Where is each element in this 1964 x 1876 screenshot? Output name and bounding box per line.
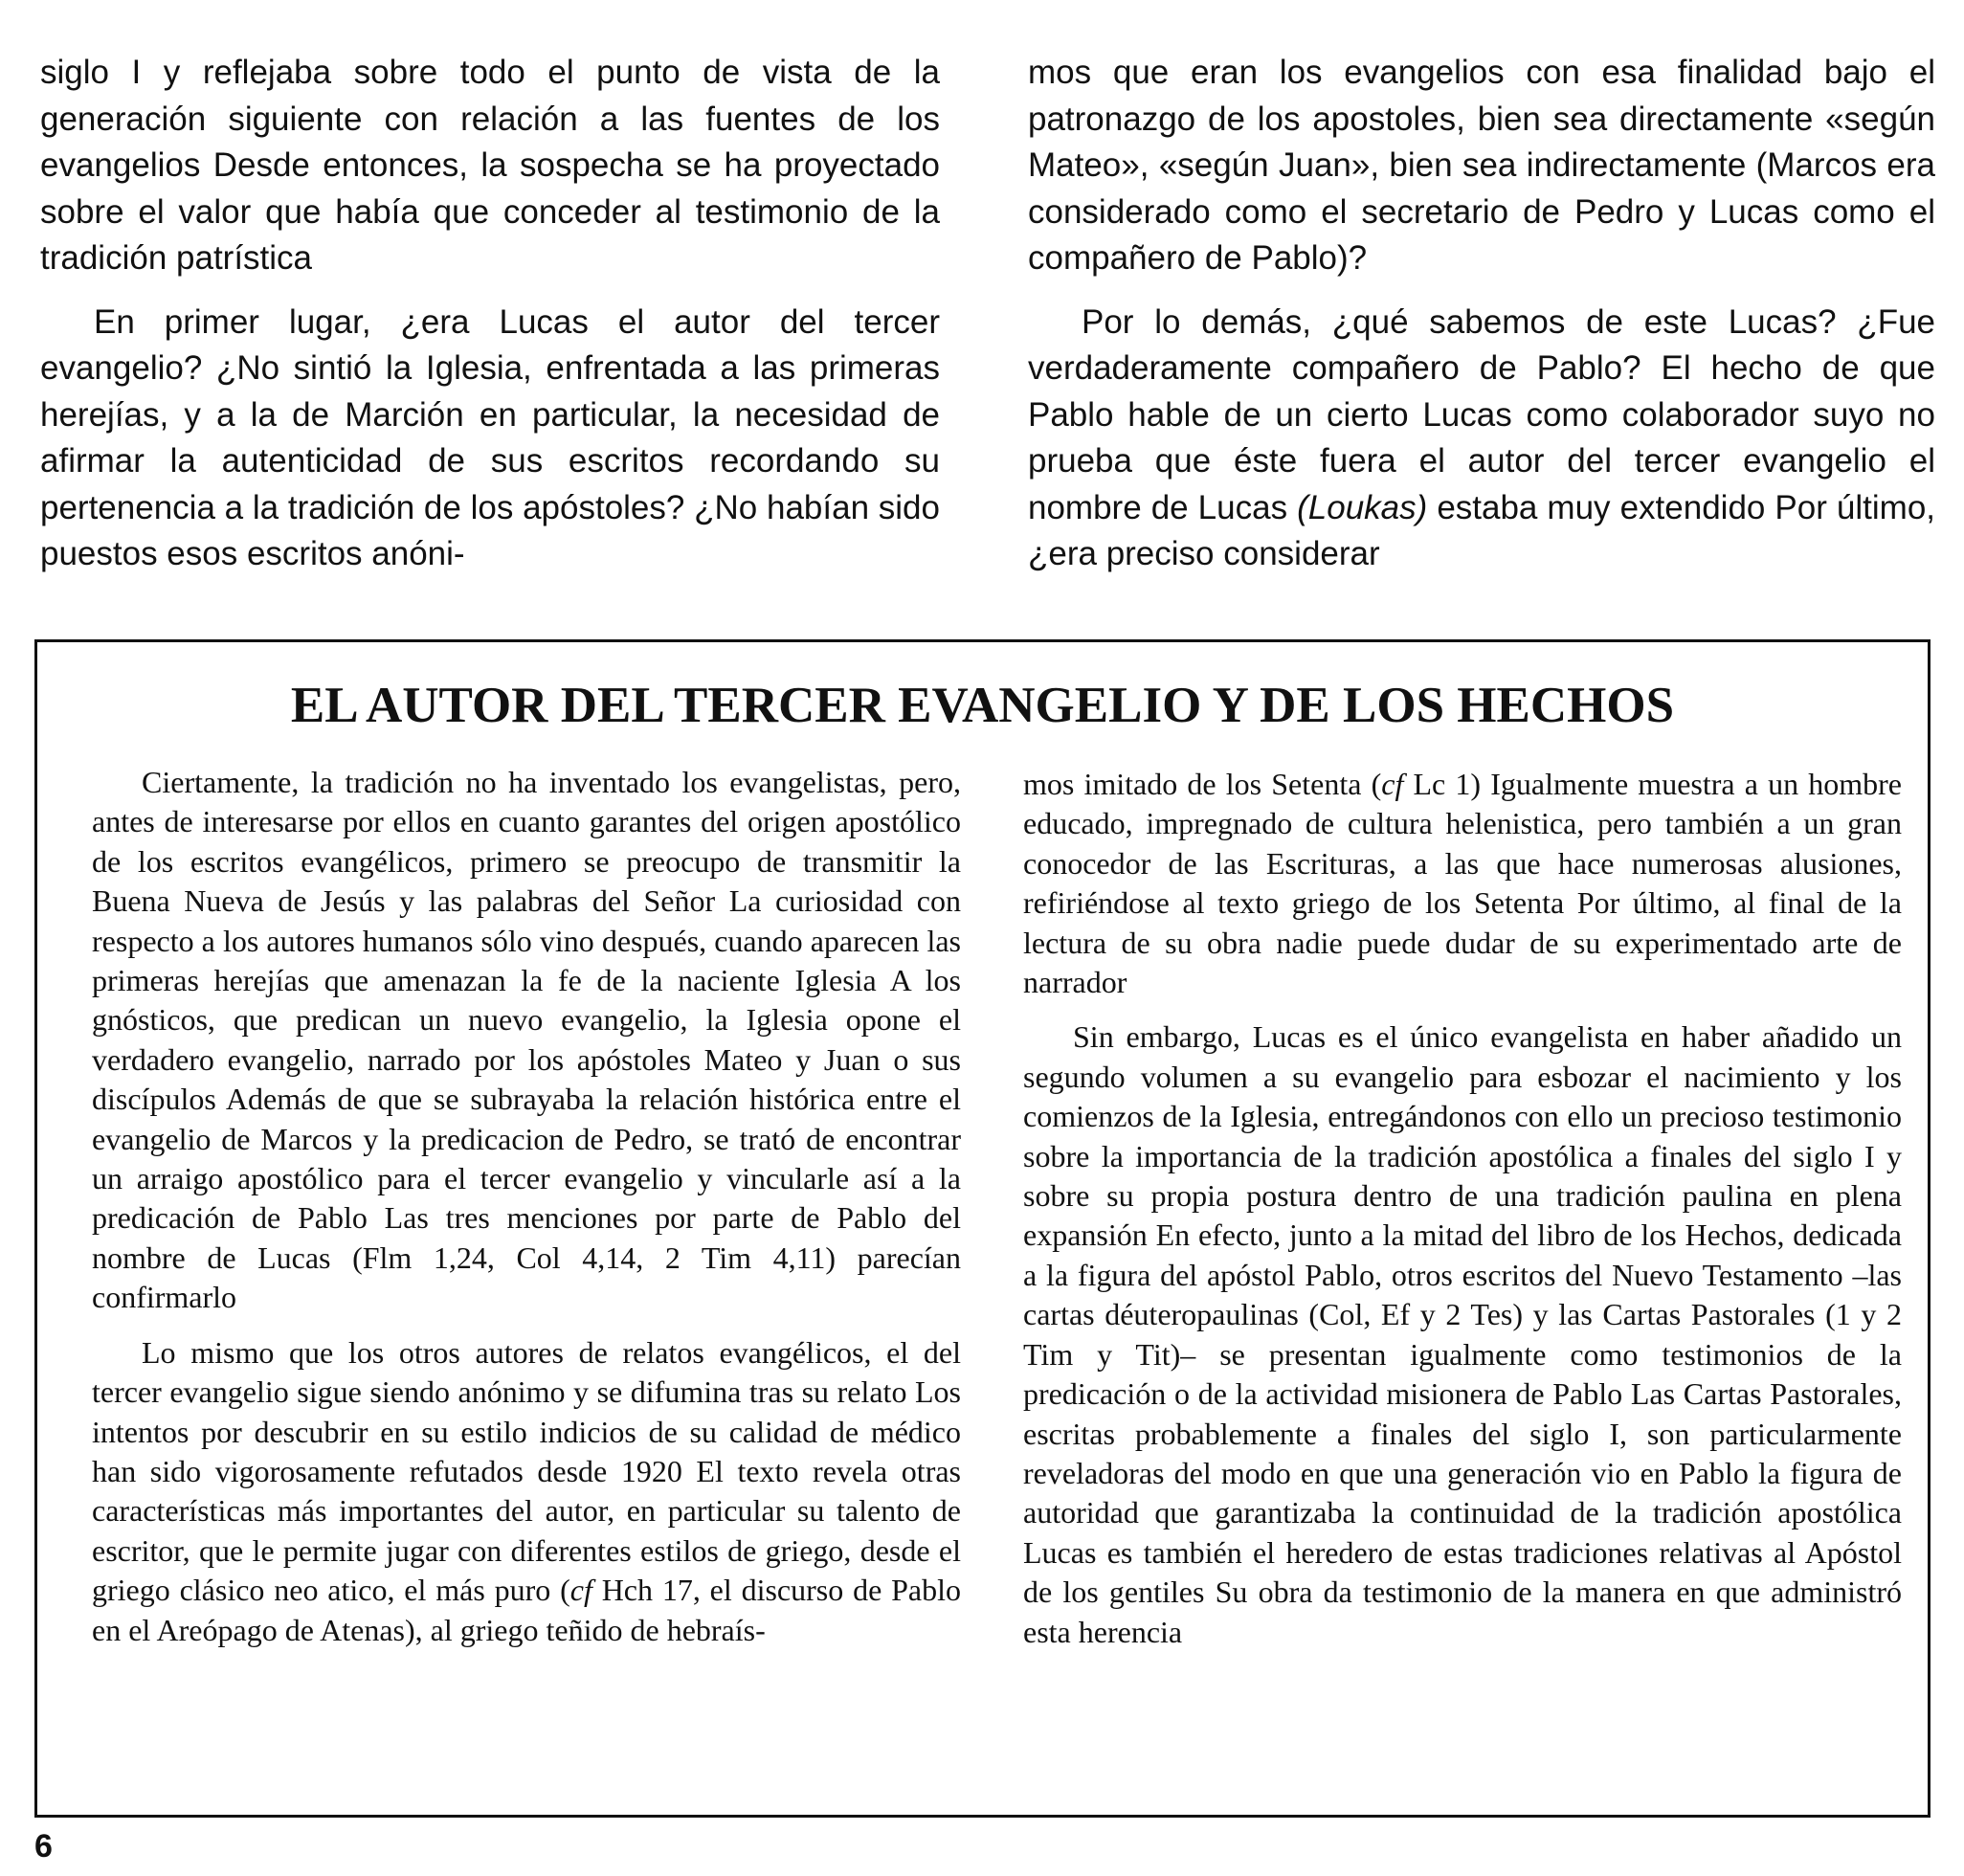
article-left-column bbox=[40, 50, 940, 595]
sidebar-paragraph: Sin embargo, Lucas es el único evangelista en haber añadido un segundo volumen a su evangelio para esbozar el nacimiento y los comienzos de la Iglesia, entregándonos con ello un precioso testimonio sobre la importancia de la tradición apostólica a finales del siglo I y sobre su propia postura dentro de una tradición paulina en plena expansión En efecto, junto a la mitad del libro de los Hechos, dedicada a la figura del apóstol Pablo, otros escritos del Nuevo Testamento –las cartas déuteropaulinas (Col, Ef y 2 Tes) y las Cartas Pastorales (1 y 2 Tim y Tit)– se presentan igualmente como testimonios de la predicación o de la actividad misionera de Pablo Las Cartas Pastorales, escritas probablemente a finales del siglo I, son particularmente reveladoras del modo en que una generación vio en Pablo la figura de autoridad que garantizaba la continuidad de la tradición apostólica Lucas es también el heredero de estas tradiciones relativas al Apóstol de los gentiles Su obra da testimonio de la manera en que administró esta herencia bbox=[1023, 1019, 1902, 1649]
article-right-column bbox=[1028, 50, 1935, 595]
text-run: Lo mismo que los otros autores de relatos evangélicos, el del tercer evangelio sigue siendo anónimo y se difumina tras su relato Los intentos por descubrir en su estilo indicios de su calidad de médico han sido vigorosamente refutados desde 1920 El texto revela otras características más importantes del autor, en particular su talento de escritor, que le permite jugar con diferentes estilos de griego, desde el griego clásico neo atico, el más puro ( bbox=[92, 1334, 961, 1608]
text-run: Hch 17, el discurso de Pablo en el Areópago de Atenas), al griego teñido de hebraís- bbox=[92, 1573, 962, 1647]
sidebar-right-column bbox=[1023, 765, 1902, 1667]
article-paragraph: mos que eran los evangelios con esa finalidad bajo el patronazgo de los apostoles, bien sea directamente «según Mateo», «según Juan», bien sea indirectamente (Marcos era considerado como el secretario de Pedro y Lucas como el compañero de Pablo)? bbox=[1028, 54, 1935, 277]
article-paragraph: siglo I y reflejaba sobre todo el punto de vista de la generación siguiente con relación a las fuentes de los evangelios Desde entonces, la sospecha se ha proyectado sobre el valor que había que conceder al testimonio de la tradición patrística bbox=[40, 54, 940, 277]
article-paragraph bbox=[1028, 300, 1935, 578]
italic-cf: cf bbox=[1381, 767, 1404, 801]
text-run: estaba muy extendido Por último, ¿era preciso considerar bbox=[1028, 488, 1936, 572]
sidebar-box bbox=[34, 639, 1931, 1818]
text-run: Lc 1) Igualmente muestra a un hombre educado, impregnado de cultura helenistica, pero también a un gran conocedor de las Escrituras, a las que hace numerosas alusiones, refiriéndose al texto griego de los Setenta Por último, al final de la lectura de su obra nadie puede dudar de su experimentado arte de narrador bbox=[1023, 767, 1903, 1000]
sidebar-title: EL AUTOR DEL TERCER EVANGELIO Y DE LOS HECHOS bbox=[290, 678, 1675, 733]
sidebar-paragraph bbox=[1023, 765, 1902, 1002]
text-run: Por lo demás, ¿qué sabemos de este Lucas? ¿Fue verdaderamente compañero de Pablo? El hecho de que Pablo hable de un cierto Lucas como colaborador suyo no prueba que éste fuera el autor del tercer evangelio el nombre de Lucas bbox=[1028, 302, 1935, 526]
italic-term: (Loukas) bbox=[1297, 488, 1428, 526]
article-paragraph: En primer lugar, ¿era Lucas el autor del tercer evangelio? ¿No sintió la Iglesia, enfrentada a las primeras herejías, y a la de Marción en particular, la necesidad de afirmar la autenticidad de sus escritos recordando su pertenencia a la tradición de los apóstoles? ¿No habían sido puestos esos escritos anóni- bbox=[40, 302, 940, 572]
sidebar-left-column bbox=[92, 763, 961, 1665]
sidebar-paragraph: Ciertamente, la tradición no ha inventado los evangelistas, pero, antes de interesarse por ellos en cuanto garantes del origen apostólico de los escritos evangélicos, primero se preocupo de transmitir la Buena Nueva de Jesús y las palabras del Señor La curiosidad con respecto a los autores humanos sólo vino después, cuando aparecen las primeras herejías que amenazan la fe de la naciente Iglesia A los gnósticos, que predican un nuevo evangelio, la Iglesia opone el verdadero evangelio, narrado por los apóstoles Mateo y Juan o sus discípulos Además de que se subrayaba la relación histórica entre el evangelio de Marcos y la predicacion de Pedro, se trató de encontrar un arraigo apostólico para el tercer evangelio y vincularle así a la predicación de Pablo Las tres menciones por parte de Pablo del nombre de Lucas (Flm 1,24, Col 4,14, 2 Tim 4,11) parecían confirmarlo bbox=[92, 765, 961, 1315]
italic-cf: cf bbox=[569, 1573, 592, 1608]
sidebar-paragraph bbox=[92, 1333, 961, 1650]
page-number: 6 bbox=[34, 1828, 53, 1865]
text-run: mos imitado de los Setenta ( bbox=[1023, 767, 1382, 801]
